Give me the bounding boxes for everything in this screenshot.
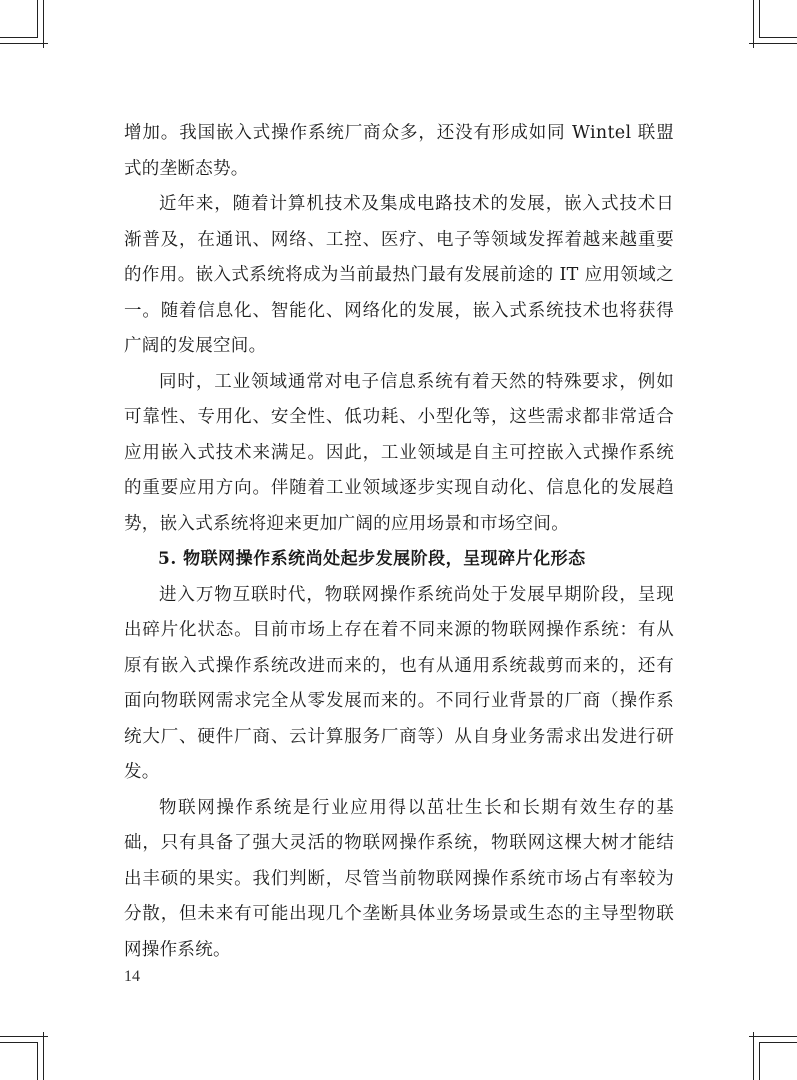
body-text [124, 116, 674, 968]
crop-mark-top-left-h2 [0, 37, 38, 38]
crop-mark-top-left-v2 [37, 0, 38, 38]
paragraph-5: 物联网操作系统是行业应用得以茁壮生长和长期有效生存的基础，只有具备了强大灵活的物联网操作系统，物联网这棵大树才能结出丰硕的果实。我们判断，尽管当前物联网操作系统市场占有率较为分散，但未来有可能出现几个垄断具体业务场景或生态的主导型物联网操作系统。 [124, 797, 674, 960]
paragraph-4: 进入万物互联时代，物联网操作系统尚处于发展早期阶段，呈现出碎片化状态。目前市场上存在着不同来源的物联网操作系统：有从原有嵌入式操作系统改进而来的，也有从通用系统裁剪而来的，还有面向物联网需求完全从零发展而来的。不同行业背景的厂商（操作系统大厂、硬件厂商、云计算服务厂商等）从自身业务需求出发进行研发。 [124, 584, 674, 782]
crop-mark-bottom-right-h2 [759, 1042, 797, 1043]
crop-mark-bottom-left-v [43, 1032, 44, 1080]
paragraph-2: 近年来，随着计算机技术及集成电路技术的发展，嵌入式技术日渐普及，在通讯、网络、工控、医疗、电子等领域发挥着越来越重要的作用。嵌入式系统将成为当前最热门最有发展前途的 IT 应用领域之一。随着信息化、智能化、网络化的发展，嵌入式系统技术也将获得广阔的发展空间。 [124, 194, 674, 356]
page-number: 14 [124, 968, 140, 985]
crop-mark-top-right-v [753, 0, 754, 48]
crop-mark-bottom-left-h [0, 1036, 48, 1037]
paragraph-3: 同时，工业领域通常对电子信息系统有着天然的特殊要求，例如可靠性、专用化、安全性、低功耗、小型化等，这些需求都非常适合应用嵌入式技术来满足。因此，工业领域是自主可控嵌入式操作系统的重要应用方向。伴随着工业领域逐步实现自动化、信息化的发展趋势，嵌入式系统将迎来更加广阔的应用场景和市场空间。 [124, 371, 674, 534]
crop-mark-bottom-right-v2 [759, 1042, 760, 1080]
crop-mark-top-left-v [43, 0, 44, 48]
paragraph-1: 增加。我国嵌入式操作系统厂商众多，还没有形成如同 Wintel 联盟式的垄断态势。 [124, 123, 674, 179]
crop-mark-bottom-left-v2 [37, 1042, 38, 1080]
crop-mark-top-right-h2 [759, 37, 797, 38]
crop-mark-top-left-h [0, 43, 48, 44]
crop-mark-bottom-right-h [749, 1036, 797, 1037]
crop-mark-top-right-v2 [759, 0, 760, 38]
crop-mark-bottom-left-h2 [0, 1042, 38, 1043]
section-heading: 5. 物联网操作系统尚处起步发展阶段，呈现碎片化形态 [158, 549, 586, 569]
crop-mark-top-right-h [749, 43, 797, 44]
crop-mark-bottom-right-v [753, 1032, 754, 1080]
